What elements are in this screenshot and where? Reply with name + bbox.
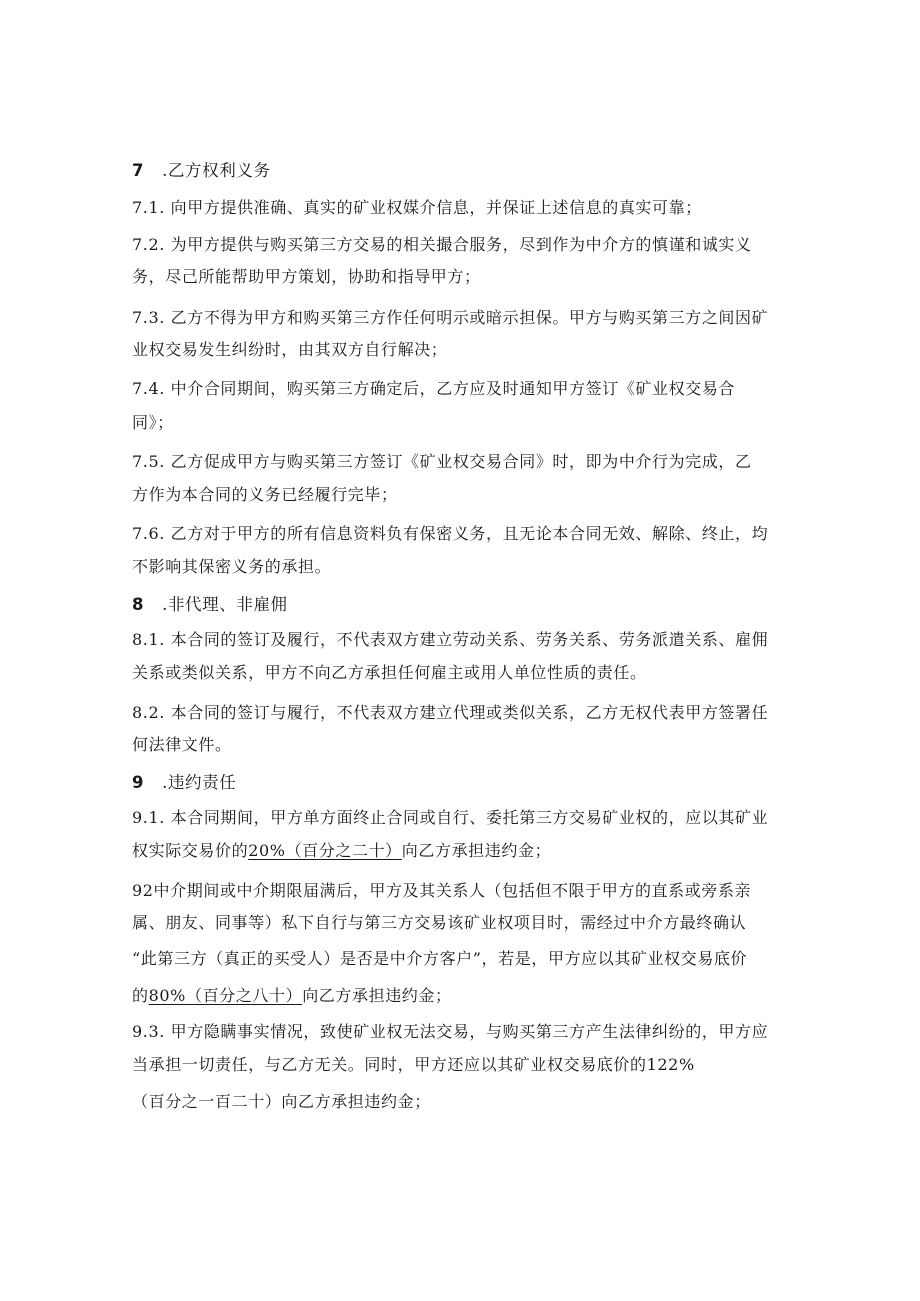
clause-7-5-line-2: 方作为本合同的义务已经履行完毕； (132, 485, 398, 504)
text-run: 权实际交易价的 (132, 841, 249, 860)
clause-9-2-line-2: 属、朋友、同事等）私下自行与第三方交易该矿业权项目时，需经过中介方最终确认 (132, 913, 747, 932)
penalty-rate-underlined: 20%（百分之二十） (248, 841, 402, 860)
clause-7-3-line-2: 业权交易发生纠纷时，由其双方自行解决； (132, 340, 448, 359)
section-number: 7 (132, 161, 145, 180)
clause-9-1-line-2 (132, 840, 792, 862)
clause-9-3-line-1: 9.3. 甲方隐瞒事实情况，致使矿业权无法交易，与购买第三方产生法律纠纷的，甲方应 (132, 1022, 769, 1041)
clause-7-2-line-2: 务，尽己所能帮助甲方策划，协助和指导甲方； (132, 267, 481, 286)
clause-9-2-line-4 (132, 985, 792, 1007)
clause-7-6-line-2: 不影响其保密义务的承担。 (132, 557, 332, 576)
clause-7-2-line-1: 7.2. 为甲方提供与购买第三方交易的相关撮合服务，尽到作为中介方的慎谨和诚实义 (132, 235, 752, 254)
clause-9-3-line-3: （百分之一百二十）向乙方承担违约金； (132, 1092, 431, 1111)
penalty-rate-underlined: 80%（百分之八十） (148, 986, 303, 1005)
clause-7-4-line-1: 7.4. 中介合同期间，购买第三方确定后，乙方应及时通知甲方签订《矿业权交易合 (132, 379, 736, 398)
text-run: 向乙方承担违约金； (401, 841, 552, 860)
clause-8-1-line-1: 8.1. 本合同的签订及履行，不代表双方建立劳动关系、劳务关系、劳务派遣关系、雇佣 (132, 630, 769, 649)
section-title: .非代理、非雇佣 (162, 595, 288, 614)
section-title: .乙方权利义务 (162, 161, 271, 180)
clause-8-1-line-2: 关系或类似关系，甲方不向乙方承担任何雇主或用人单位性质的责任。 (132, 663, 647, 682)
clause-7-3-line-1: 7.3. 乙方不得为甲方和购买第三方作任何明示或暗示担保。甲方与购买第三方之间因矿 (132, 308, 769, 327)
text-run: 向乙方承担违约金； (302, 986, 452, 1005)
section-number: 9 (132, 773, 145, 792)
clause-7-6-line-1: 7.6. 乙方对于甲方的所有信息资料负有保密义务，且无论本合同无效、解除、终止，均 (132, 524, 769, 543)
section-number: 8 (132, 595, 145, 614)
clause-8-2-line-1: 8.2. 本合同的签订与履行，不代表双方建立代理或类似关系，乙方无权代表甲方签署任 (132, 703, 769, 722)
clause-9-2-line-1: 92中介期间或中介期限届满后，甲方及其关系人（包括但不限于甲方的直系或旁系亲 (132, 881, 752, 900)
clause-7-5-line-1: 7.5. 乙方促成甲方与购买第三方签订《矿业权交易合同》时，即为中介行为完成，乙 (132, 452, 752, 471)
section-heading-8 (132, 594, 792, 616)
clause-7-4-line-2: 同》； (132, 413, 174, 432)
section-heading-9 (132, 772, 792, 794)
clause-7-1-line-1: 7.1. 向甲方提供准确、真实的矿业权媒介信息，并保证上述信息的真实可靠； (132, 198, 702, 217)
clause-9-2-line-3: “此第三方（真正的买受人）是否是中介方客户”，若是，甲方应以其矿业权交易底价 (132, 949, 748, 968)
text-run: 的 (132, 986, 149, 1005)
clause-9-1-line-1: 9.1. 本合同期间，甲方单方面终止合同或自行、委托第三方交易矿业权的，应以其矿业 (132, 808, 769, 827)
clause-8-2-line-2: 何法律文件。 (132, 735, 232, 754)
section-heading-7 (132, 160, 792, 182)
clause-9-3-line-2: 当承担一切责任，与乙方无关。同时，甲方还应以其矿业权交易底价的122% (132, 1055, 695, 1074)
section-title: .违约责任 (162, 773, 237, 792)
